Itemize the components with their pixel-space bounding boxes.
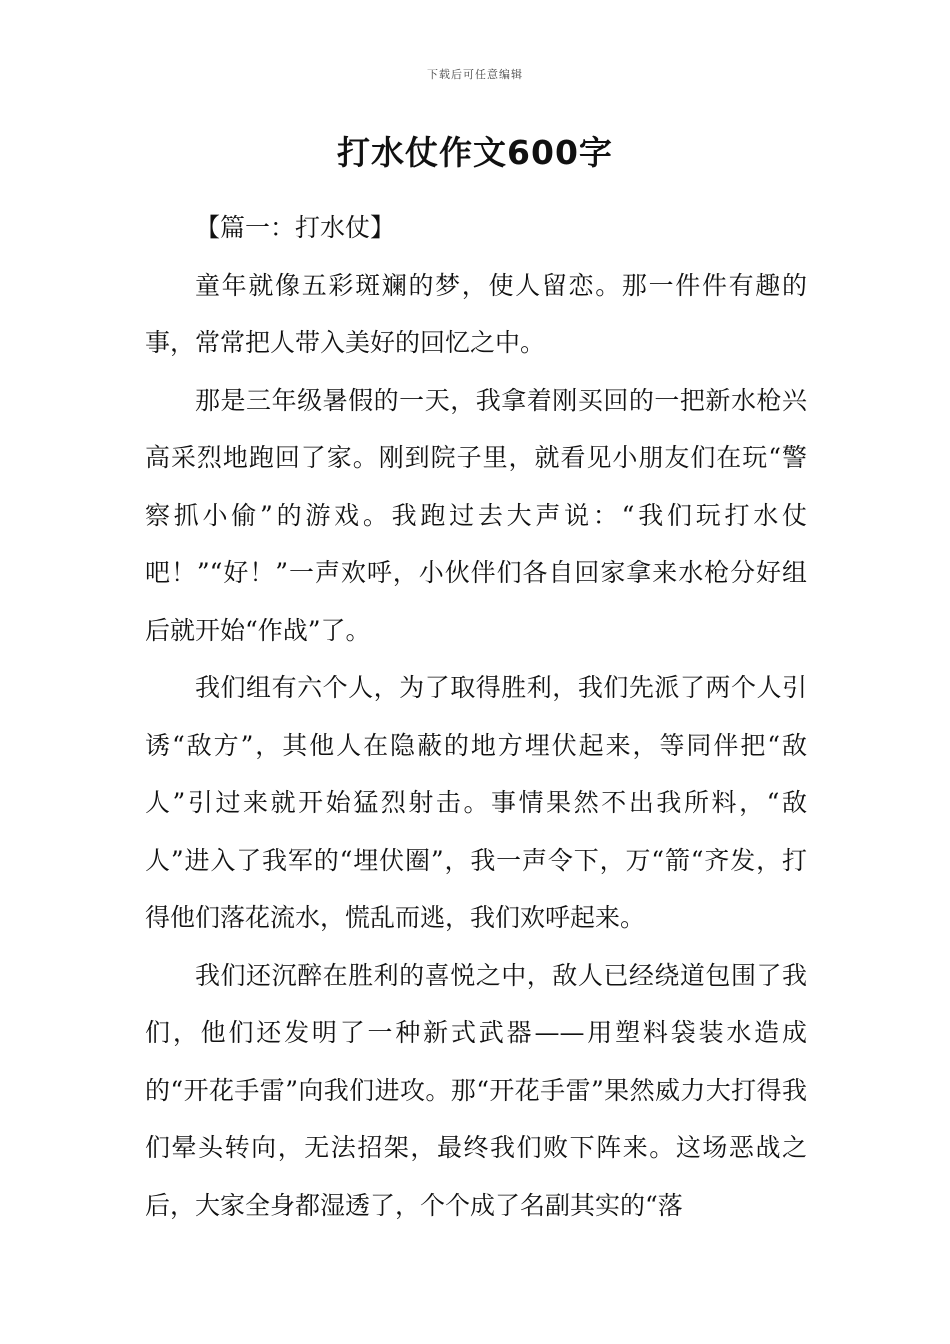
paragraph-2: 那是三年级暑假的一天，我拿着刚买回的一把新水枪兴高采烈地跑回了家。刚到院子里，就看见小朋友们在玩“警察抓小偷”的游戏。我跑过去大声说：“我们玩打水仗吧！”“好！”一声欢呼，小伙伴们各自回家拿来水枪分好组后就开始“作战”了。	[145, 385, 807, 645]
document-title: 打水仗作文600字	[337, 133, 613, 172]
paragraph-1: 童年就像五彩斑斓的梦，使人留恋。那一件件有趣的事，常常把人带入美好的回忆之中。	[145, 270, 807, 357]
section-heading: 【篇一：打水仗】	[195, 213, 396, 242]
paragraph-3: 我们组有六个人，为了取得胜利，我们先派了两个人引诱“敌方”，其他人在隐蔽的地方埋伏起来，等同伴把“敌人”引过来就开始猛烈射击。事情果然不出我所料，“敌人”进入了我军的“埋伏圈”，我一声令下，万“箭“齐发，打得他们落花流水，慌乱而逃，我们欢呼起来。	[145, 673, 807, 932]
document-body	[145, 199, 807, 1234]
paragraph-4: 我们还沉醉在胜利的喜悦之中，敌人已经绕道包围了我们，他们还发明了一种新式武器——用塑料袋装水造成的“开花手雷”向我们进攻。那“开花手雷”果然威力大打得我们晕头转向，无法招架，最终我们败下阵来。这场恶战之后，大家全身都湿透了，个个成了名副其实的“落	[145, 960, 807, 1220]
page-header-note: 下载后可任意编辑	[427, 68, 523, 81]
